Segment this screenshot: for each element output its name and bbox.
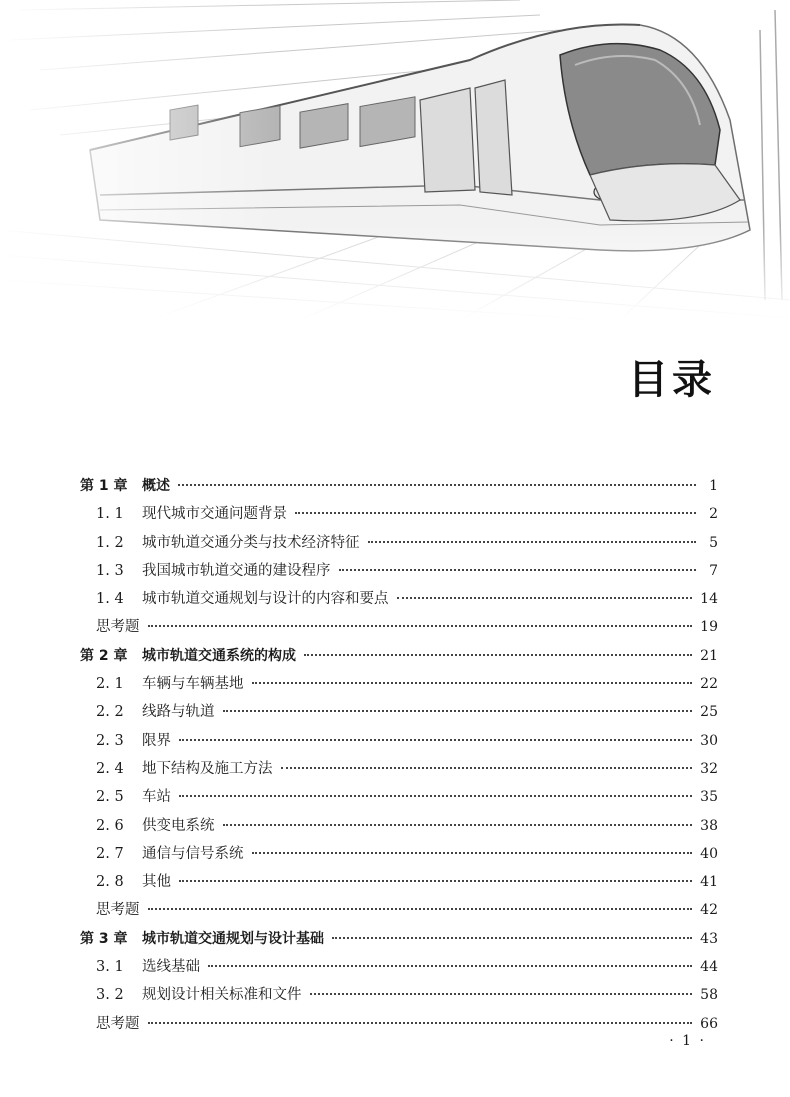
entry-page-number: 7 xyxy=(709,562,718,579)
entry-page-number: 25 xyxy=(700,704,718,721)
entry-title: 思考题 xyxy=(96,1015,140,1032)
dot-leader xyxy=(179,739,692,741)
toc-section-entry[interactable] xyxy=(80,500,718,528)
dot-leader xyxy=(148,625,693,627)
entry-title: 思考题 xyxy=(96,619,140,636)
entry-number: 2. 2 xyxy=(96,704,124,721)
entry-number: 3. 1 xyxy=(96,959,124,976)
entry-title: 供变电系统 xyxy=(142,817,215,834)
train-illustration xyxy=(0,0,790,320)
toc-exercise-entry[interactable] xyxy=(80,613,718,641)
toc-section-entry[interactable] xyxy=(80,585,718,613)
page-number: · 1 · xyxy=(669,1033,706,1049)
toc-exercise-entry[interactable] xyxy=(80,1010,718,1038)
entry-title: 限界 xyxy=(142,732,171,749)
toc-section-entry[interactable] xyxy=(80,727,718,755)
entry-title: 我国城市轨道交通的建设程序 xyxy=(142,562,331,579)
entry-page-number: 5 xyxy=(709,534,718,551)
entry-title: 城市轨道交通系统的构成 xyxy=(142,647,296,664)
toc-chapter-entry[interactable] xyxy=(80,472,718,500)
entry-title: 城市轨道交通规划与设计的内容和要点 xyxy=(142,591,389,608)
entry-page-number: 41 xyxy=(700,874,718,891)
dot-leader xyxy=(148,908,693,910)
dot-leader xyxy=(223,710,693,712)
entry-page-number: 21 xyxy=(700,647,718,664)
entry-title: 地下结构及施工方法 xyxy=(142,760,273,777)
toc-chapter-entry[interactable] xyxy=(80,642,718,670)
entry-title: 车站 xyxy=(142,789,171,806)
entry-title: 城市轨道交通规划与设计基础 xyxy=(142,930,324,947)
entry-number: 1. 2 xyxy=(96,534,124,551)
dot-leader xyxy=(178,484,696,486)
entry-page-number: 66 xyxy=(700,1015,718,1032)
entry-number: 第 3 章 xyxy=(80,930,128,947)
dot-leader xyxy=(332,937,692,939)
entry-title: 概述 xyxy=(142,478,170,494)
dot-leader xyxy=(281,767,693,769)
dot-leader xyxy=(179,795,692,797)
toc-section-entry[interactable] xyxy=(80,698,718,726)
entry-page-number: 40 xyxy=(700,845,718,862)
entry-page-number: 14 xyxy=(700,591,718,608)
entry-page-number: 19 xyxy=(700,619,718,636)
toc-section-entry[interactable] xyxy=(80,812,718,840)
dot-leader xyxy=(223,824,693,826)
entry-page-number: 43 xyxy=(700,930,718,947)
dot-leader xyxy=(339,569,697,571)
dot-leader xyxy=(208,965,692,967)
entry-number: 第 2 章 xyxy=(80,647,128,664)
toc-section-entry[interactable] xyxy=(80,783,718,811)
entry-number: 第 1 章 xyxy=(80,478,128,494)
toc-section-entry[interactable] xyxy=(80,840,718,868)
entry-page-number: 32 xyxy=(700,760,718,777)
entry-number: 2. 8 xyxy=(96,874,124,891)
entry-number: 2. 5 xyxy=(96,789,124,806)
dot-leader xyxy=(179,880,692,882)
entry-number: 2. 4 xyxy=(96,760,124,777)
table-of-contents xyxy=(80,472,718,1038)
entry-number: 1. 4 xyxy=(96,591,124,608)
dot-leader xyxy=(252,682,693,684)
entry-title: 城市轨道交通分类与技术经济特征 xyxy=(142,534,360,551)
toc-section-entry[interactable] xyxy=(80,981,718,1009)
entry-page-number: 1 xyxy=(709,478,718,494)
dot-leader xyxy=(368,541,697,543)
entry-page-number: 35 xyxy=(700,789,718,806)
toc-section-entry[interactable] xyxy=(80,529,718,557)
toc-section-entry[interactable] xyxy=(80,557,718,585)
entry-number: 2. 6 xyxy=(96,817,124,834)
dot-leader xyxy=(304,654,692,656)
entry-title: 规划设计相关标准和文件 xyxy=(142,987,302,1004)
entry-title: 通信与信号系统 xyxy=(142,845,244,862)
entry-page-number: 58 xyxy=(700,987,718,1004)
entry-title: 其他 xyxy=(142,874,171,891)
dot-leader xyxy=(295,512,696,514)
entry-title: 思考题 xyxy=(96,902,140,919)
dot-leader xyxy=(310,993,693,995)
toc-section-entry[interactable] xyxy=(80,670,718,698)
toc-section-entry[interactable] xyxy=(80,868,718,896)
toc-chapter-entry[interactable] xyxy=(80,925,718,953)
entry-page-number: 38 xyxy=(700,817,718,834)
entry-page-number: 22 xyxy=(700,676,718,693)
dot-leader xyxy=(148,1022,693,1024)
entry-title: 车辆与车辆基地 xyxy=(142,676,244,693)
entry-number: 1. 1 xyxy=(96,506,124,523)
page-title: 目录 xyxy=(628,357,716,403)
entry-number: 3. 2 xyxy=(96,987,124,1004)
entry-number: 1. 3 xyxy=(96,562,124,579)
toc-exercise-entry[interactable] xyxy=(80,896,718,924)
entry-page-number: 44 xyxy=(700,959,718,976)
toc-section-entry[interactable] xyxy=(80,755,718,783)
entry-number: 2. 1 xyxy=(96,676,124,693)
entry-title: 选线基础 xyxy=(142,959,200,976)
entry-page-number: 42 xyxy=(700,902,718,919)
entry-number: 2. 3 xyxy=(96,732,124,749)
entry-title: 现代城市交通问题背景 xyxy=(142,506,287,523)
entry-page-number: 30 xyxy=(700,732,718,749)
entry-page-number: 2 xyxy=(709,506,718,523)
toc-section-entry[interactable] xyxy=(80,953,718,981)
dot-leader xyxy=(252,852,693,854)
dot-leader xyxy=(397,597,693,599)
entry-title: 线路与轨道 xyxy=(142,704,215,721)
entry-number: 2. 7 xyxy=(96,845,124,862)
